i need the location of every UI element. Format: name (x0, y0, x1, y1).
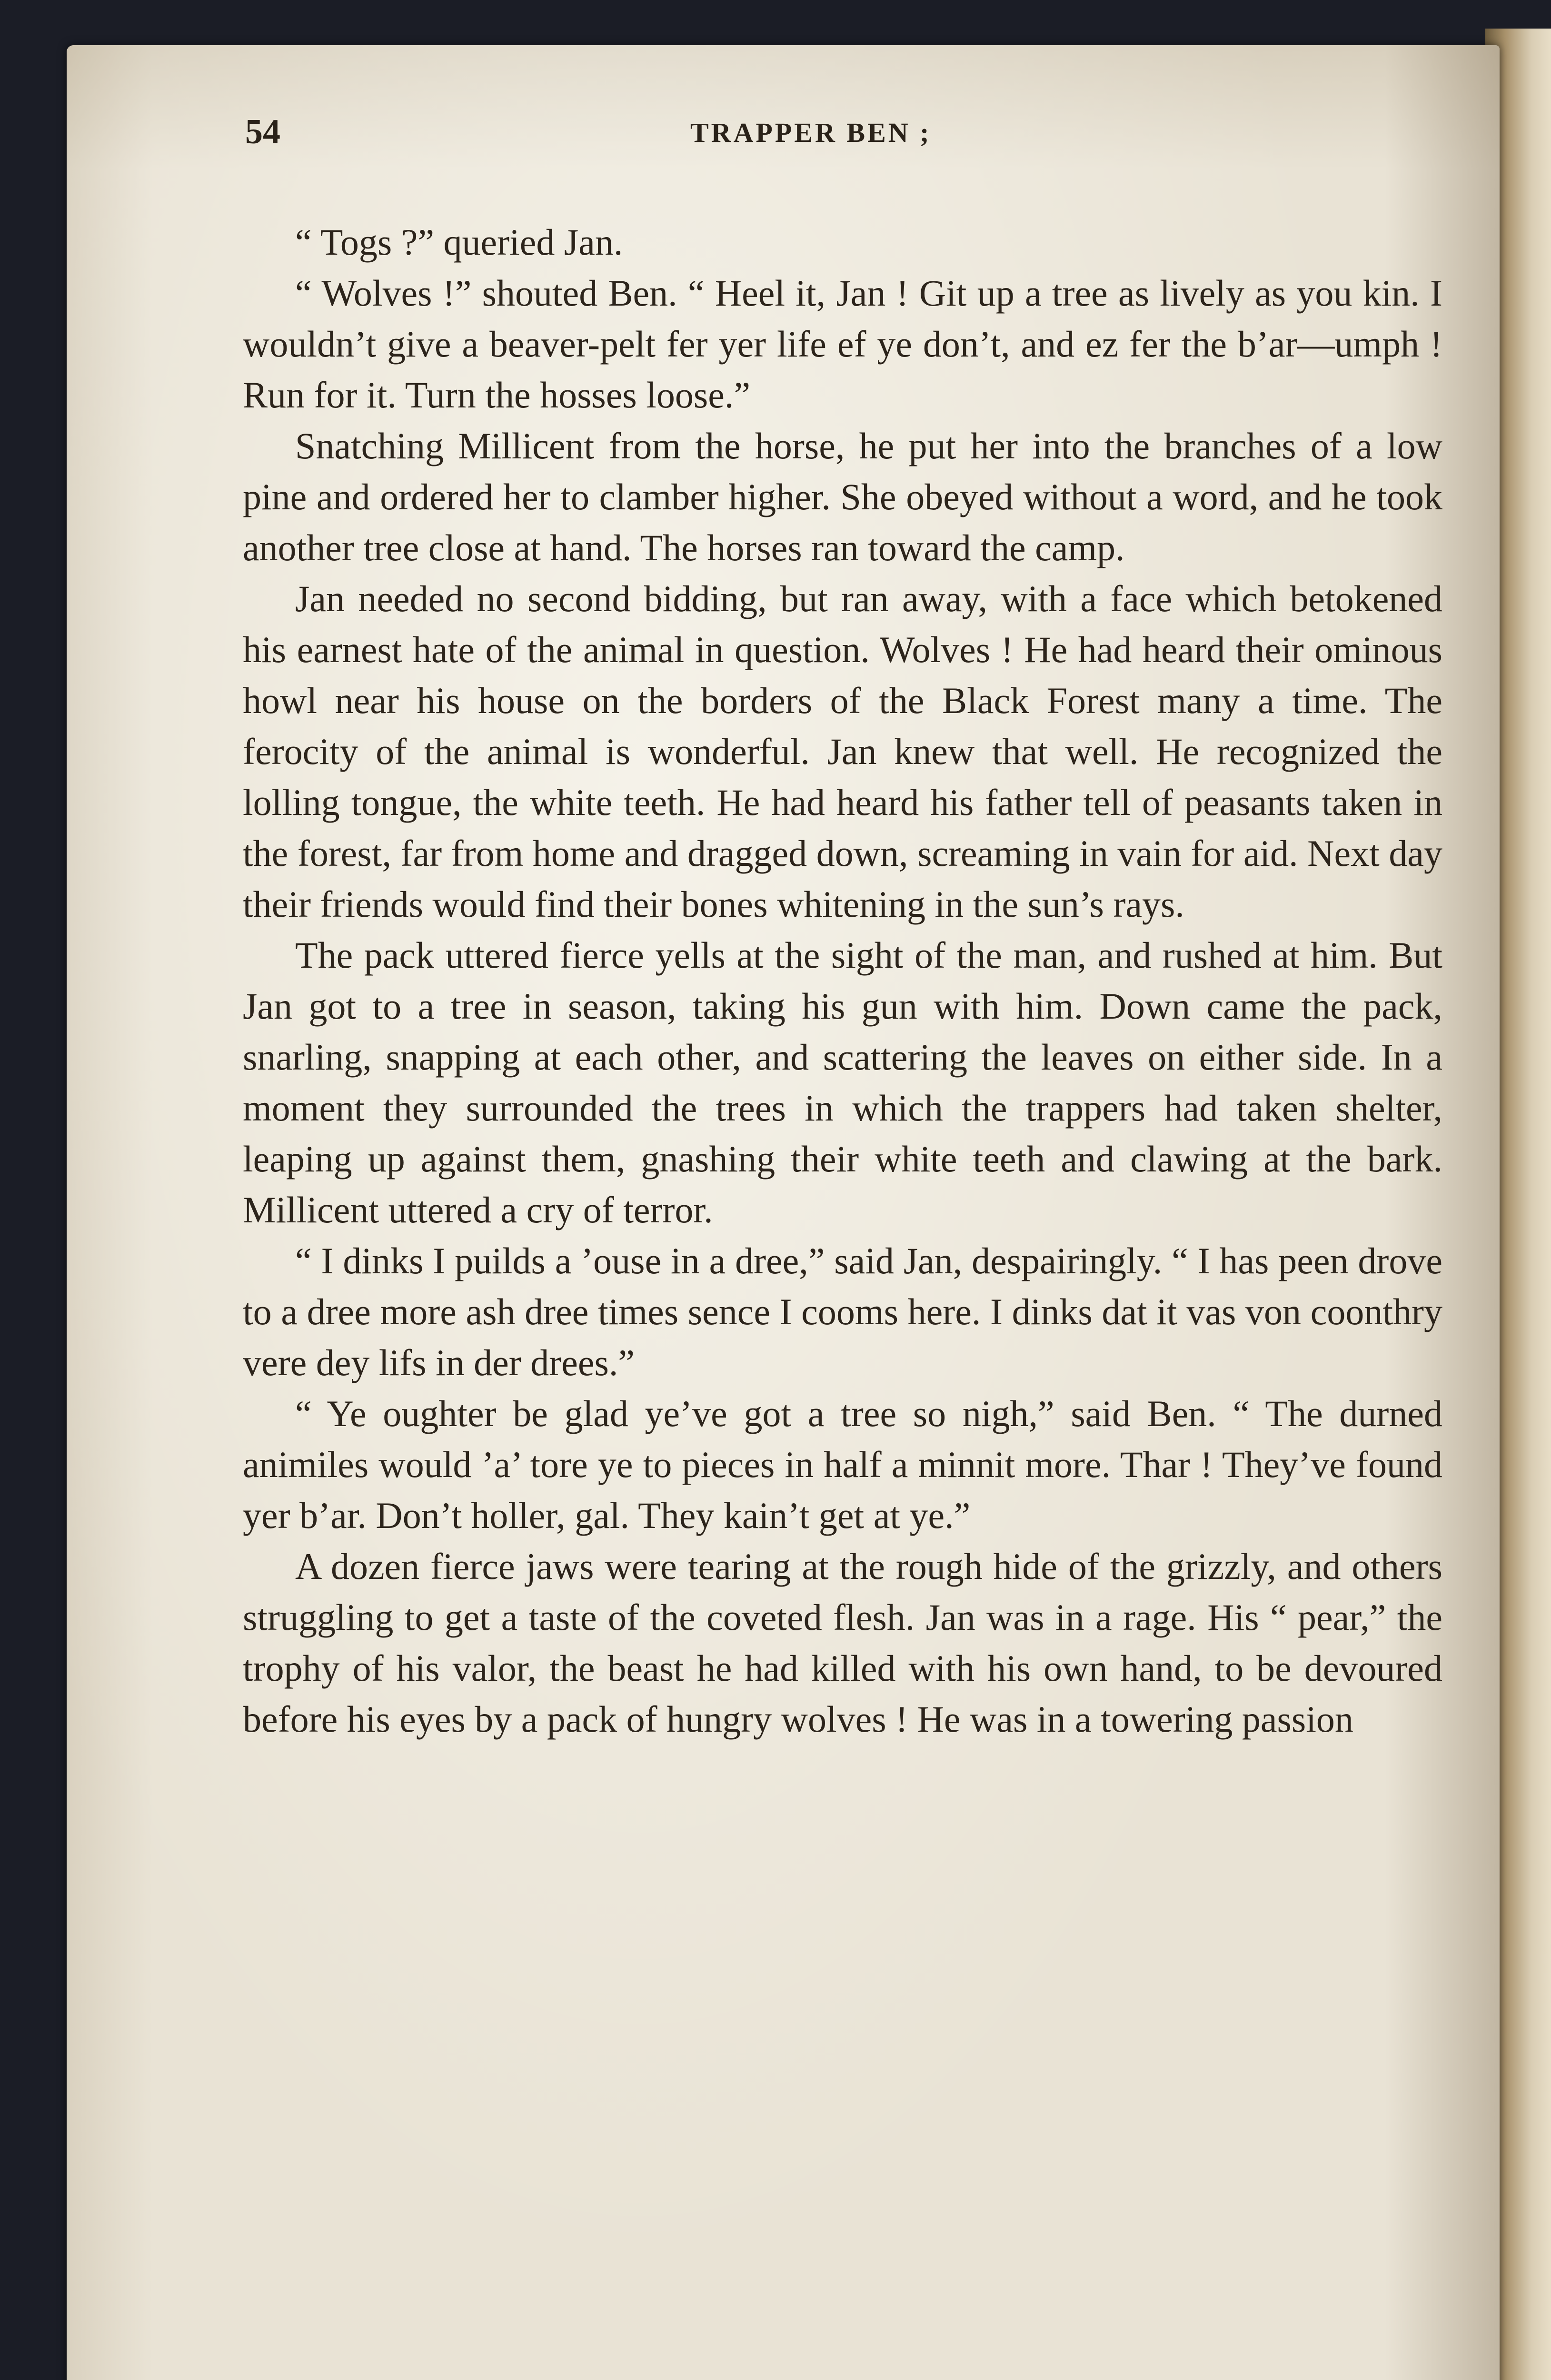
paragraph: A dozen fierce jaws were tearing at the rough hide of the grizzly, and others struggling to get a taste of the coveted flesh. Jan was in a rage. His “ pear,” the trophy of his valor, the beast he had killed with his own hand, to be devoured before his eyes by a pack of hungry wolves ! He was in a towering passion (243, 1546, 1442, 1740)
page-number: 54 (245, 112, 280, 151)
page-header (176, 112, 1462, 178)
paragraph: Jan needed no second bidding, but ran away, with a face which betokened his earnest hate of the animal in question. Wolves ! He had heard their ominous howl near his house on the borders of the Black Forest many a time. The ferocity of the animal is wonderful. Jan knew that well. He recognized the lolling tongue, the white teeth. He had heard his father tell of peasants taken in the forest, far from home and dragged down, screaming in vain for aid. Next day their friends would find their bones whitening in the sun’s rays. (243, 578, 1442, 925)
running-head: TRAPPER BEN ; (690, 117, 932, 148)
body-text (243, 217, 1442, 1745)
paragraph: “ Wolves !” shouted Ben. “ Heel it, Jan ! Git up a tree as lively as you kin. I wouldn’t give a beaver-pelt fer yer life ef ye don’t, and ez fer the b’ar—umph ! Run for it. Turn the hosses loose.” (243, 272, 1442, 416)
paragraph: “ I dinks I puilds a ’ouse in a dree,” said Jan, despairingly. “ I has peen drove to a dree more ash dree times sence I cooms here. I dinks dat it vas von coonthry vere dey lifs in der drees.” (243, 1240, 1442, 1383)
paragraph: The pack uttered fierce yells at the sight of the man, and rushed at him. But Jan got to a tree in season, taking his gun with him. Down came the pack, snarling, snapping at each other, and scattering the leaves on either side. In a moment they surrounded the trees in which the trappers had taken shelter, leaping up against them, gnashing their white teeth and clawing at the bark. Millicent uttered a cry of terror. (243, 934, 1442, 1230)
paragraph: Snatching Millicent from the horse, he put her into the branches of a low pine and ordered her to clamber higher. She obeyed without a word, and he took another tree close at hand. The horses ran toward the camp. (243, 425, 1442, 568)
paragraph: “ Ye oughter be glad ye’ve got a tree so nigh,” said Ben. “ The durned animiles would ’a’ tore ye to pieces in half a minnit more. Thar ! They’ve found yer b’ar. Don’t holler, gal. They kain’t get at ye.” (243, 1393, 1442, 1536)
paragraph: “ Togs ?” queried Jan. (295, 221, 623, 263)
